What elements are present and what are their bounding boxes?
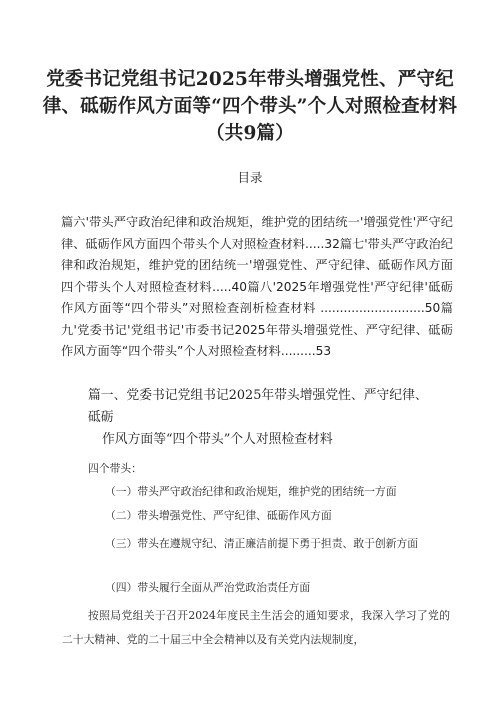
list-item: （三）带头在遵规守纪、清正廉洁前提下勇于担责、敢于创新方面 [105,537,419,550]
section-heading-line2: 作风方面等“四个带头”个人对照检查材料 [102,432,333,447]
list-item: （一）带头严守政治纪律和政治规矩，维护党的团结统一方面 [105,485,397,498]
section-heading-line1: 篇一、党委书记党组书记2025年带头增强党性、严守纪律、砥砺 [88,388,428,425]
body-paragraph: 按照局党组关于召开2024年度民主生活会的通知要求，我深入学习了党的二十大精神、党的二十届三中全会精神以及有关党内法规制度， [62,609,450,646]
list-item: （二）带头增强党性、严守纪律、砥砺作风方面 [105,509,332,522]
section-heading [88,385,430,451]
paragraph-four-leads: 四个带头： [88,462,142,475]
document-title: 党委书记党组书记2025年带头增强党性、严守纪律、砥砺作风方面等“四个带头”个人对照检查材料（共9篇） [42,69,458,144]
table-of-contents: 篇六'带头严守政治纪律和政治规矩，维护党的团结统一'增强党性'严守纪律、砥砺作风方面四个带头个人对照检查材料.....32篇七'带头严守政治纪律和政治规矩，维护党的团结统一'增强党性、严守纪律、砥砺作风方面四个带头个人对照检查材料.....40篇八'2025年增强党性'严守纪律'砥砺作风方面等“四个带头”对照检查剖析检查材料 ...........................50篇九'党委书记'党组书记'市委书记2025年带头增强党性、严守纪律、砥砺作风方面等“四个带头”个人对照检查材料.........53 [61,215,453,358]
toc-heading: 目录 [237,170,263,185]
list-item: （四）带头履行全面从严治党政治责任方面 [105,581,311,594]
